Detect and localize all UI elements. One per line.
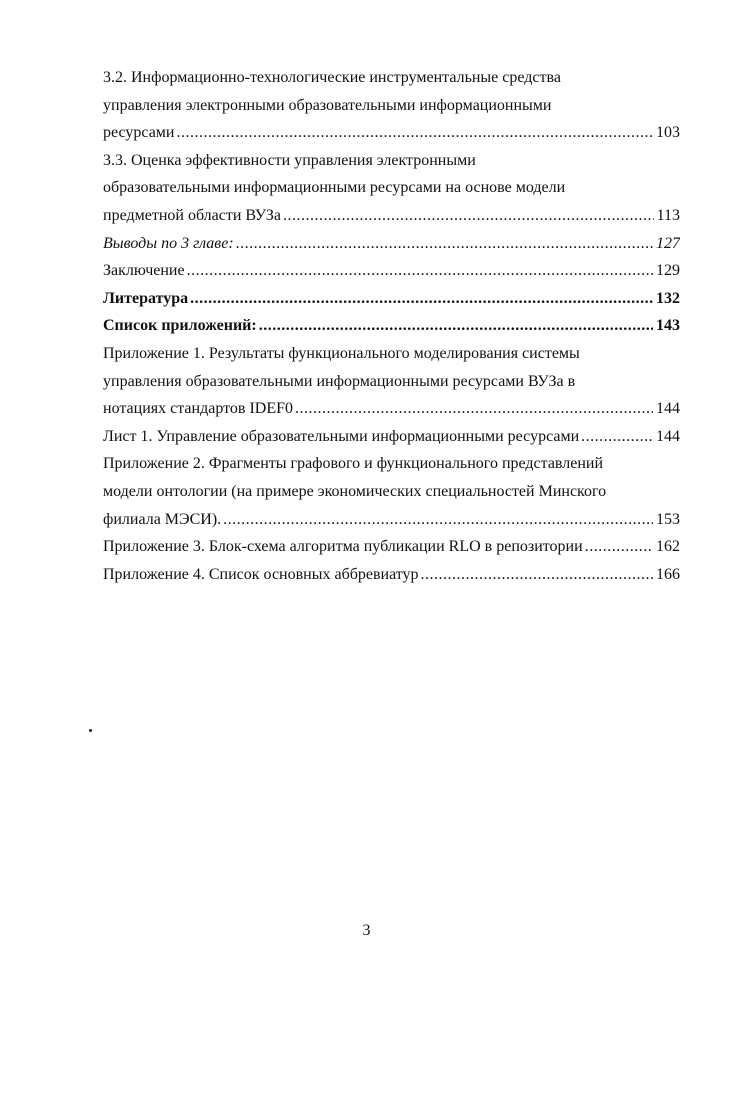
toc-entry-last-line (103, 257, 680, 285)
dot-leader (585, 533, 653, 561)
toc-entry-appendix-2 (103, 450, 680, 533)
toc-entry-appendix-1 (103, 340, 680, 423)
toc-entry-last-line (103, 506, 680, 534)
toc-entry-line: 3.2. Информационно-технологические инструментальные средства (103, 69, 561, 86)
toc-entry-appendix-4 (103, 561, 680, 589)
toc-entry-line: Приложение 2. Фрагменты графового и функционального представлений (103, 455, 604, 473)
toc-page-number: 144 (656, 427, 680, 445)
toc-entry-3-2 (103, 64, 680, 147)
toc-page-number: 103 (656, 124, 680, 142)
toc-page-number: 132 (656, 289, 680, 307)
toc-entry-line: образовательными информационными ресурсами на основе модели (103, 179, 566, 197)
toc-entry-last-line (103, 423, 680, 451)
toc-page-number: 153 (656, 510, 680, 528)
dot-leader (283, 202, 654, 230)
toc-entry-last-line (103, 395, 680, 423)
dot-leader (421, 561, 653, 589)
toc-entry-appendix-3 (103, 533, 680, 561)
toc-entry-line: управления электронными образовательными информационными (103, 96, 552, 114)
dot-leader (223, 506, 653, 534)
toc-entry-3-3 (103, 147, 680, 230)
toc-entry-title: Приложение 3. Блок-схема алгоритма публикации RLO в репозитории (103, 538, 583, 556)
toc-entry-last-line (103, 230, 680, 258)
toc-entry-chapter-3-conclusions (103, 230, 680, 258)
dot-leader (176, 119, 653, 147)
toc-page-number: 129 (656, 262, 680, 280)
toc-entry-title: Заключение (103, 262, 185, 280)
toc-entry-last-line (103, 119, 680, 147)
dot-leader (581, 423, 653, 451)
toc-page-number: 127 (656, 234, 680, 252)
toc-entry-title: нотациях стандартов IDEF0 (103, 400, 293, 418)
toc-entry-title: Лист 1. Управление образовательными информационными ресурсами (103, 427, 580, 445)
toc-entry-title: Литература (103, 289, 189, 307)
toc-entry-last-line (103, 561, 680, 589)
toc-entry-title: Приложение 4. Список основных аббревиатур (103, 565, 419, 583)
toc-entry-line: 3.3. Оценка эффективности управления электронными (103, 151, 476, 169)
toc-page-number: 144 (656, 400, 680, 418)
page-number: 3 (362, 922, 371, 939)
toc-entry-title: Выводы по 3 главе: (103, 234, 234, 252)
toc-entry-literature (103, 285, 680, 313)
toc-entry-last-line (103, 285, 680, 313)
toc-entry-title: Список приложений: (103, 317, 257, 335)
table-of-contents (103, 64, 680, 588)
toc-entry-sheet-1 (103, 423, 680, 451)
toc-entry-last-line (103, 202, 680, 230)
stray-dot-mark (89, 729, 92, 732)
toc-entry-appendix-list (103, 312, 680, 340)
dot-leader (295, 395, 653, 423)
toc-entry-title: предметной области ВУЗа (103, 206, 282, 224)
dot-leader (259, 312, 653, 340)
toc-page-number: 166 (656, 565, 680, 583)
toc-entry-title: филиала МЭСИ). (103, 510, 222, 528)
toc-page-number: 143 (656, 317, 680, 335)
dot-leader (187, 257, 653, 285)
dot-leader (190, 285, 653, 313)
toc-entry-last-line (103, 312, 680, 340)
toc-page-number: 162 (656, 538, 680, 556)
dot-leader (236, 230, 653, 258)
toc-entry-line: управления образовательными информационными ресурсами ВУЗа в (103, 372, 576, 390)
toc-entry-last-line (103, 533, 680, 561)
toc-entry-line: модели онтологии (на примере экономических специальностей Минского (103, 482, 607, 500)
toc-page-number: 113 (656, 206, 680, 224)
toc-entry-title: ресурсами (103, 124, 175, 142)
toc-entry-conclusion (103, 257, 680, 285)
toc-entry-line: Приложение 1. Результаты функционального моделирования системы (103, 344, 580, 362)
